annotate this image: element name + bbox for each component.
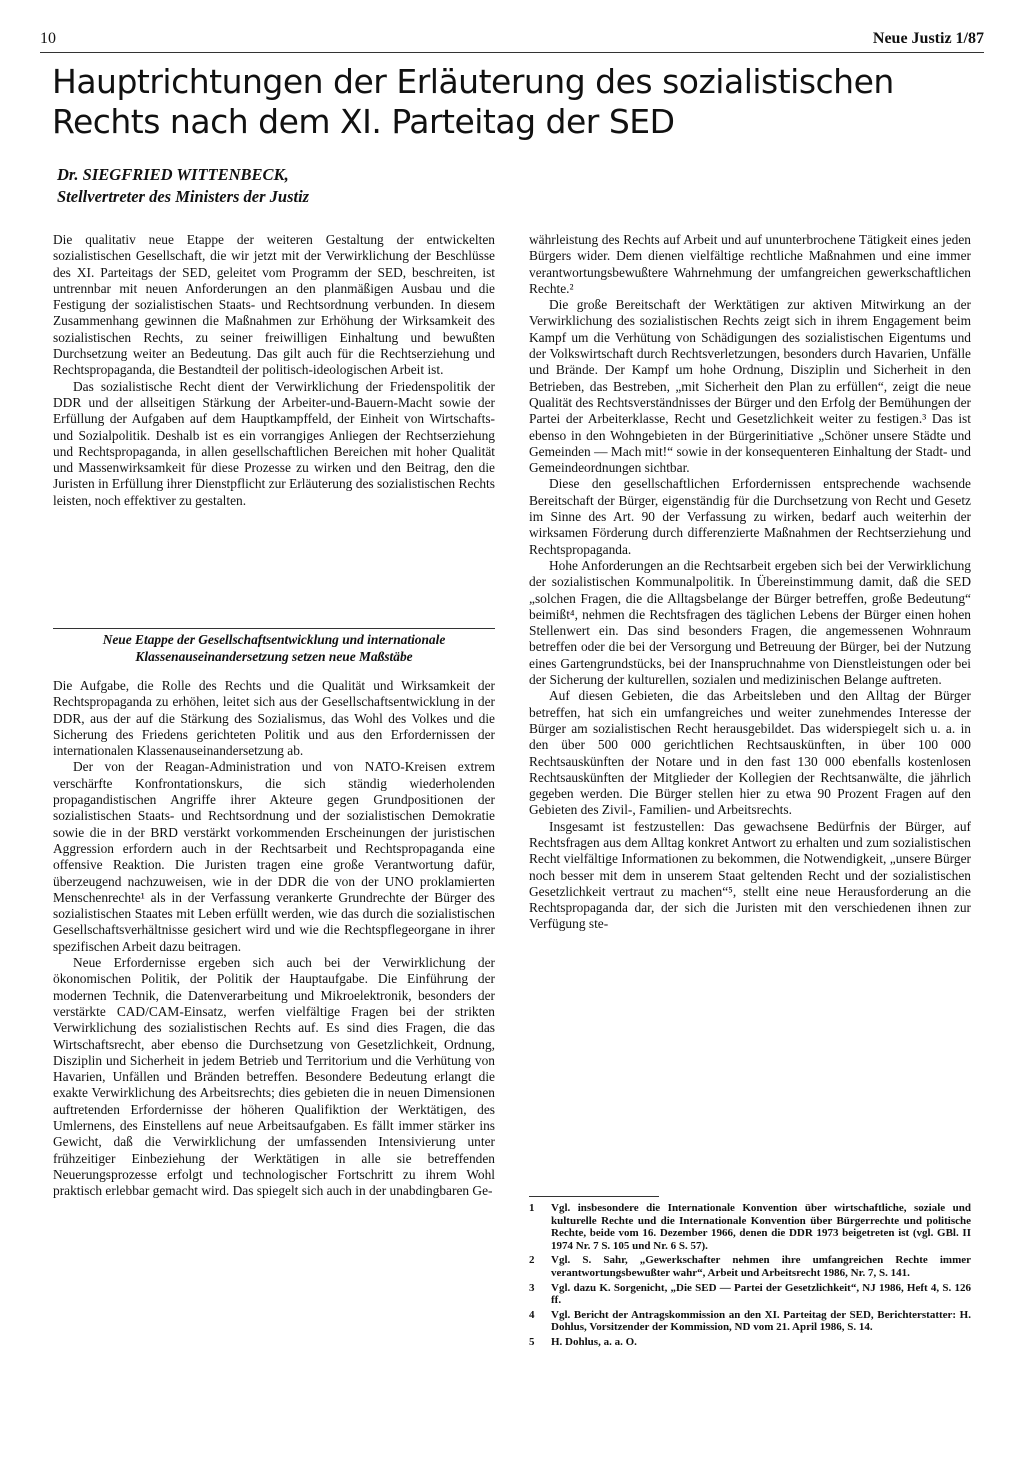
paragraph: Auf diesen Gebieten, die das Arbeitsleben und den Alltag der Bürger betreffen, hat sich ein umfangreiches und weiter zunehmendes Interesse der Bürger am sozialistischen Recht herausgebildet. Das widerspiegelt sich u. a. in den über 500 000 gerichtlichen Rechtsauskünften, in über 100 000 Rechtsauskünften der Notare und in den fast 130 000 ebenfalls kostenlosen Rechtsauskünften der Mitglieder der Kollegien der Rechtsanwälte, die jährlich gegeben werden. Die Bürger stellen hier zu etwa 90 Prozent Fragen auf den Gebieten des Zivil-, Familien- und Arbeitsrechts. bbox=[529, 688, 971, 818]
paragraph: Die qualitativ neue Etappe der weiteren Gestaltung der entwickelten sozialistischen Gesellschaft, die wir jetzt mit der Verwirklichung der Beschlüsse des XI. Parteitags der SED, geleitet vom Programm der SED, beschreiten, ist untrennbar mit neuen Anforderungen an den planmäßigen Ausbau und die Festigung der sozialistischen Staats- und Rechtsordnung verbunden. In diesem Zusammenhang gewinnen die Maßnahmen zur Erhöhung der Wirksamkeit des sozialistischen Rechts, zu seiner freiwilligen Einhaltung und bewußten Durchsetzung weiter an Bedeutung. Das gilt auch für die Rechtserziehung und Rechtspropaganda, die Bestandteil der politisch-ideologischen Arbeit ist. bbox=[53, 232, 495, 378]
paragraph: währleistung des Rechts auf Arbeit und auf ununterbrochene Tätigkeit eines jeden Bürgers wider. Dem dienen vielfältige rechtliche Maßnahmen und eine immer verantwortungsbewußtere Wahrnehmung der umfangreichen gewerkschaftlichen Rechte.² bbox=[529, 232, 971, 296]
footnote-text: Vgl. S. Sahr, „Gewerkschafter nehmen ihre umfangreichen Rechte immer verantwortungsbewußter wahr“, Arbeit und Arbeitsrecht 1986, Nr. 7, S. 141. bbox=[551, 1254, 971, 1279]
running-header bbox=[40, 30, 984, 53]
author-block bbox=[57, 164, 557, 208]
author-role: Stellvertreter des Ministers der Justiz bbox=[57, 187, 310, 206]
paragraph: Insgesamt ist festzustellen: Das gewachsene Bedürfnis der Bürger, auf Rechtsfragen aus dem Alltag konkret Antwort zu erhalten und zum sozialistischen Recht vielfältige Informationen zu bekommen, die Notwendigkeit, „unsere Bürger noch besser mit dem in unserem Staat geltenden Recht und der sozialistischen Gesetzlichkeit vertraut zu machen“⁵, stellt eine neue Herausforderung an die Rechtspropaganda dar, der sich die Juristen mit den verschiedenen ihnen zur Verfügung ste- bbox=[529, 818, 971, 932]
journal-issue: Neue Justiz 1/87 bbox=[872, 30, 984, 47]
footnote bbox=[529, 1282, 971, 1307]
paragraph: Diese den gesellschaftlichen Erfordernissen entsprechende wachsende Bereitschaft der Bürger, eigenständig für die Durchsetzung von Recht und Gesetz im Sinne des Art. 90 der Verfassung zu wirken, bedarf auch weiterhin der wirksamen Förderung durch differenzierte Maßnahmen der Rechtserziehung und Rechtspropaganda. bbox=[529, 476, 971, 557]
footnote-number: 1 bbox=[529, 1202, 535, 1214]
footnote bbox=[529, 1254, 971, 1279]
left-column-section bbox=[53, 678, 495, 1200]
paragraph: Das sozialistische Recht dient der Verwirklichung der Friedenspolitik der DDR und der allseitigen Stärkung der Arbeiter-und-Bauern-Macht sowie der Erfüllung der Aufgaben auf dem Hauptkampffeld, der Einheit von Wirtschafts- und Sozialpolitik. Deshalb ist es ein vorrangiges Anliegen der Rechtserziehung und Rechtspropaganda, in allen gesellschaftlichen Bereichen mit hoher Qualität und Massenwirksamkeit für diese Prozesse zu wirken und den Beitrag, den die Juristen in Erfüllung ihrer Dienstpflicht zur Erläuterung des sozialistischen Rechts leisten, noch effektiver zu gestalten. bbox=[53, 378, 495, 508]
page-number: 10 bbox=[40, 30, 56, 47]
footnotes bbox=[529, 1202, 971, 1351]
footnote-text: Vgl. dazu K. Sorgenicht, „Die SED — Partei der Gesetzlichkeit“, NJ 1986, Heft 4, S. 126 ff. bbox=[551, 1281, 971, 1307]
article-title: Hauptrichtungen der Erläuterung des sozialistischen Rechts nach dem XI. Parteitag der SED bbox=[52, 62, 894, 141]
paragraph: Die große Bereitschaft der Werktätigen zur aktiven Mitwirkung an der Verwirklichung des sozialistischen Rechts zeigt sich in ihrem Engagement beim Kampf um die Verhütung von Schädigungen des sozialistischen Eigentums und der Volkswirtschaft durch Rechtsverletzungen, besonders durch Havarien, Unfälle und Brände. Der Kampf um hohe Ordnung, Disziplin und Sicherheit in den Betrieben, das Bestreben, „mit Sicherheit den Plan zu erfüllen“, zeigt die neue Qualität des Rechtsverständnisses der Bürger und den Erfolg der Bemühungen der Partei der Arbeiterklasse, Recht und Gesetzlichkeit weiter zu festigen.³ Das ist ebenso in den Wohngebieten in der Bürgerinitiative „Schöner unsere Städte und Gemeinden — Mach mit!“ sowie in der konsequenteren Einhaltung der Stadt- und Gemeindeordnungen sichtbar. bbox=[529, 297, 971, 476]
footnote-number: 2 bbox=[529, 1254, 535, 1267]
footnote-divider bbox=[529, 1196, 659, 1197]
footnote-number: 4 bbox=[529, 1308, 535, 1321]
paragraph: Der von der Reagan-Administration und von NATO-Kreisen extrem verschärfte Konfrontationskurs, die sich ständig wiederholenden propagandistischen Angriffe ihrer Akteure gegen Grundpositionen der sozialistischen Staats- und Rechtsordnung und der sozialistischen Demokratie sowie die in der BRD verstärkt vorkommenden Erscheinungen der juristischen Aggression erfordern auch in der Rechtsarbeit und Rechtspropaganda eine offensive Reaktion. Die Juristen tragen eine große Verantwortung dafür, überzeugend nachzuweisen, wie in der DDR die von der UNO proklamierten Menschenrechte¹ als in der Verfassung verankerte Grundrechte der Bürger des sozialistischen Staates mit Leben erfüllt werden, wie das durch die sozialistischen Gesellschaftsverhältnisse gesichert wird und wie die Rechtspflegeorgane in ihrer spezifischen Arbeit dazu beitragen. bbox=[53, 759, 495, 954]
left-column-intro bbox=[53, 232, 495, 509]
paragraph: Die Aufgabe, die Rolle des Rechts und die Qualität und Wirksamkeit der Rechtspropaganda zu erhöhen, leitet sich aus der Gesellschaftsentwicklung in der DDR, aus der auf die Stärkung des Sozialismus, das Wohl des Volkes und die Sicherung des Friedens gerichteten Politik und aus den Erfordernissen der internationalen Klassenauseinandersetzung ab. bbox=[53, 678, 495, 759]
footnote-text: H. Dohlus, a. a. O. bbox=[551, 1335, 637, 1348]
footnote-number: 3 bbox=[529, 1281, 535, 1294]
footnote-text: Vgl. Bericht der Antragskommission an den XI. Parteitag der SED, Berichterstatter: H. Dohlus, Vorsitzender der Kommission, ND vom 21. April 1986, S. 14. bbox=[551, 1308, 971, 1334]
right-column bbox=[529, 232, 971, 933]
footnote-number: 5 bbox=[529, 1335, 535, 1348]
footnote bbox=[529, 1202, 971, 1252]
author-name: Dr. SIEGFRIED WITTENBECK, bbox=[57, 165, 289, 184]
paragraph: Hohe Anforderungen an die Rechtsarbeit ergeben sich bei der Verwirklichung der sozialistischen Kommunalpolitik. In Übereinstimmung damit, daß die SED „solchen Fragen, die die Alltagsbelange der Bürger betreffen, große Bedeutung“ beimißt⁴, nehmen die Rechtsfragen des täglichen Lebens der Bürger einen hohen Stellenwert ein. Das sind besonders Fragen, die angemessenen Wohnraum betreffen oder die bei der Versorgung und Betreuung der Bürger, bei der Nutzung eines Gartengrundstücks, bei der Inanspruchnahme von Dienstleistungen oder bei der Sicherung der kulturellen, sozialen und medizinischen Belange auftreten. bbox=[529, 557, 971, 688]
footnote bbox=[529, 1309, 971, 1334]
paragraph: Neue Erfordernisse ergeben sich auch bei der Verwirklichung der ökonomischen Politik, der Politik der Hauptaufgabe. Die Einführung der modernen Technik, die Datenverarbeitung und Mikroelektronik, besonders der verstärkte CAD/CAM-Einsatz, werfen vielfältige Fragen bei der strikten Verwirklichung des sozialistischen Rechts auf. Es sind dies Fragen, die das Wirtschaftsrecht, aber ebenso die Durchsetzung von Gesetzlichkeit, Ordnung, Disziplin und Sicherheit in jedem Betrieb und Territorium und die Verhütung von Havarien, Unfällen und Bränden betreffen. Besondere Bedeutung erlangt die exakte Verwirklichung des Arbeitsrechts; dies gebieten die in neuen Dimensionen auftretenden Erfordernisse der höheren Qualifiktion der Werktätigen, des Umlernens, des Einstellens auf neue Arbeitsaufgaben. Es fällt immer stärker ins Gewicht, daß die Verwirklichung der umfassenden Intensivierung unter frühzeitiger Einbeziehung der Werktätigen in alle sie betreffenden Neuerungsprozesse erfolgt und technologischer Fortschritt zu ihrem Wohl praktisch erlebbar gemacht wird. Das spiegelt sich auch in der unabdingbaren Ge- bbox=[53, 955, 495, 1199]
footnote bbox=[529, 1336, 971, 1349]
footnote-text: Vgl. insbesondere die Internationale Konvention über wirtschaftliche, soziale und kulturelle Rechte und die Internationale Konvention über Bürgerrechte und politische Rechte, beide vom 16. Dezember 1966, denen die DDR 1973 beigetreten ist (vgl. GBl. II 1974 Nr. 7 S. 105 und Nr. 6 S. 57). bbox=[551, 1202, 971, 1252]
section-heading: Neue Etappe der Gesellschaftsentwicklung und internationale Klassenauseinandersetzung setzen neue Maßstäbe bbox=[53, 628, 495, 665]
